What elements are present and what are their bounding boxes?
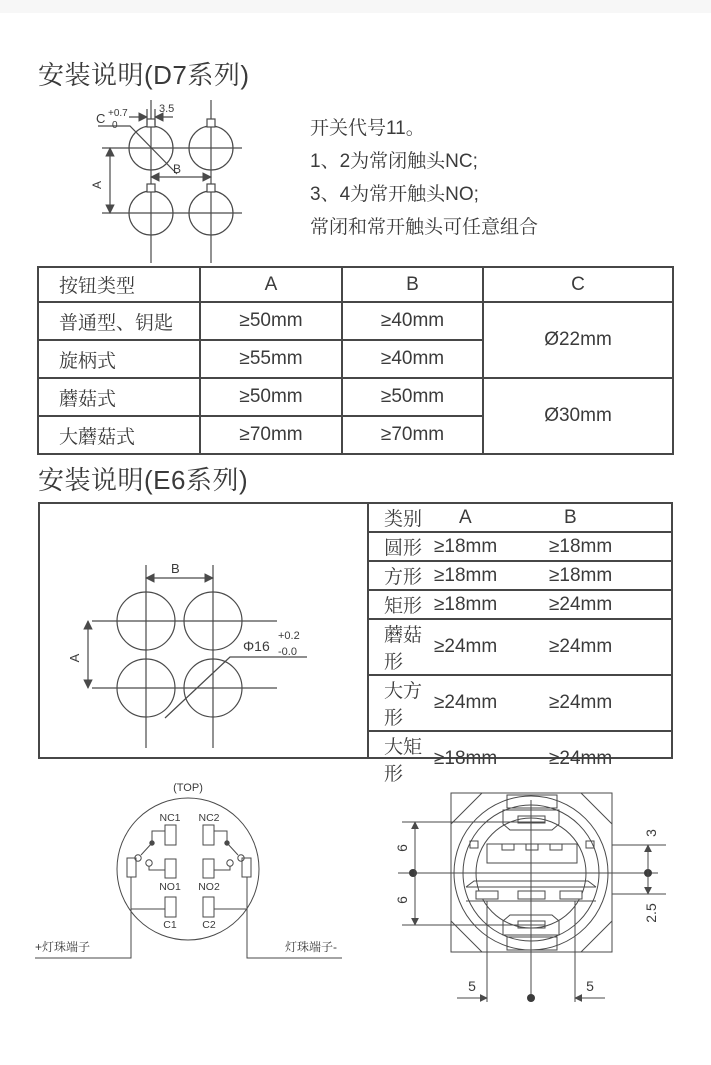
d7-note-line: 3、4为常开触头NO; [310,184,479,205]
table-header-row [369,504,671,533]
cell-a: ≥18mm [434,593,498,615]
header-a: A [459,506,472,528]
cell-b: ≥24mm [549,692,613,713]
e6-dim-b-label: B [171,561,180,576]
cell-a: ≥50mm [200,302,342,340]
cell-type: 大矩形 [384,737,423,785]
cell-a: ≥55mm [200,340,342,378]
cell-b: ≥50mm [342,378,483,416]
table-row [369,562,671,591]
d7-dim-b-label: B [173,162,182,176]
page-top-margin [0,0,711,13]
base-dimension-drawing [390,780,682,1015]
cell-b: ≥40mm [342,302,483,340]
header-b: B [564,506,577,528]
cell-type: 矩形 [384,596,423,617]
table-row [369,533,671,562]
cell-type: 旋柄式 [38,340,200,378]
d7-note-line: 常闭和常开触头可任意组合 [310,217,539,238]
cell-a: ≥50mm [200,378,342,416]
cell-type: 方形 [384,567,423,588]
led-positive-terminal-label: +灯珠端子 [35,940,91,954]
header-button-type: 按钮类型 [38,267,200,302]
cell-c: Ø30mm [483,378,673,454]
terminal-no1-label: NO1 [159,881,181,893]
flange-dim-right-upper: 3 [643,829,659,837]
d7-mounting-table [37,266,674,455]
d7-hole-pattern-drawing [85,95,315,270]
e6-tol-lower: -0.0 [278,646,297,658]
cell-b: ≥40mm [342,340,483,378]
d7-dim-c-tol-upper: +0.7 [108,108,128,119]
cell-a: ≥18mm [434,535,498,557]
d7-dim-c-label: C [96,111,106,126]
terminal-c2-label: C2 [202,919,216,931]
e6-hole-pattern-drawing [40,510,340,757]
d7-dim-c-tol-lower: 0 [112,120,118,131]
table-row [369,676,671,732]
terminal-wiring-diagram [30,775,370,970]
table-row [369,732,671,786]
flange-dim-bottom-right: 5 [586,978,594,994]
cell-b: ≥24mm [549,636,613,657]
cell-a: ≥18mm [434,748,498,769]
d7-section-title: 安装说明(D7系列) [38,60,250,90]
flange-dim-left-lower: 6 [394,896,410,904]
cell-type: 大蘑菇式 [38,416,200,454]
cell-a: ≥24mm [434,636,498,657]
table-row [369,591,671,620]
cell-b: ≥70mm [342,416,483,454]
cell-b: ≥24mm [549,748,613,769]
flange-dim-right-lower: 2.5 [643,903,659,923]
terminal-nc1-label: NC1 [159,812,181,824]
header-b: B [342,267,483,302]
d7-note-line: 开关代号11。 [310,118,425,139]
table-row [38,302,673,340]
header-a: A [200,267,342,302]
cell-b: ≥24mm [549,593,613,615]
cell-type: 蘑菇形 [384,625,423,673]
cell-c: Ø22mm [483,302,673,378]
cell-a: ≥18mm [434,564,498,586]
flange-dim-left-upper: 6 [394,844,410,852]
flange-dim-bottom-left: 5 [468,978,476,994]
cell-type: 圆形 [384,538,423,559]
e6-tol-upper: +0.2 [278,630,300,642]
d7-notes [310,112,700,244]
e6-mounting-table [367,504,671,785]
top-view-label: (TOP) [173,782,203,794]
table-row [38,378,673,416]
cell-type: 大方形 [384,681,423,729]
cell-type: 普通型、钥匙 [38,302,200,340]
led-negative-terminal-label: 灯珠端子- [285,940,337,954]
e6-hole-diameter-label: Φ16 [243,638,270,654]
cell-b: ≥18mm [549,564,613,586]
table-header-row [38,267,673,302]
e6-section-title: 安装说明(E6系列) [38,465,249,495]
d7-note-line: 1、2为常闭触头NC; [310,151,478,172]
terminal-no2-label: NO2 [198,881,220,893]
table-row [369,620,671,676]
e6-dim-a-label: A [67,653,82,663]
header-category: 类别 [384,509,423,530]
d7-dim-notch-width: 3.5 [159,103,175,115]
cell-type: 蘑菇式 [38,378,200,416]
terminal-nc2-label: NC2 [198,812,220,824]
terminal-c1-label: C1 [163,919,177,931]
cell-b: ≥18mm [549,535,613,557]
d7-dim-a-label: A [90,180,104,190]
header-c: C [483,267,673,302]
cell-a: ≥24mm [434,692,498,713]
cell-a: ≥70mm [200,416,342,454]
